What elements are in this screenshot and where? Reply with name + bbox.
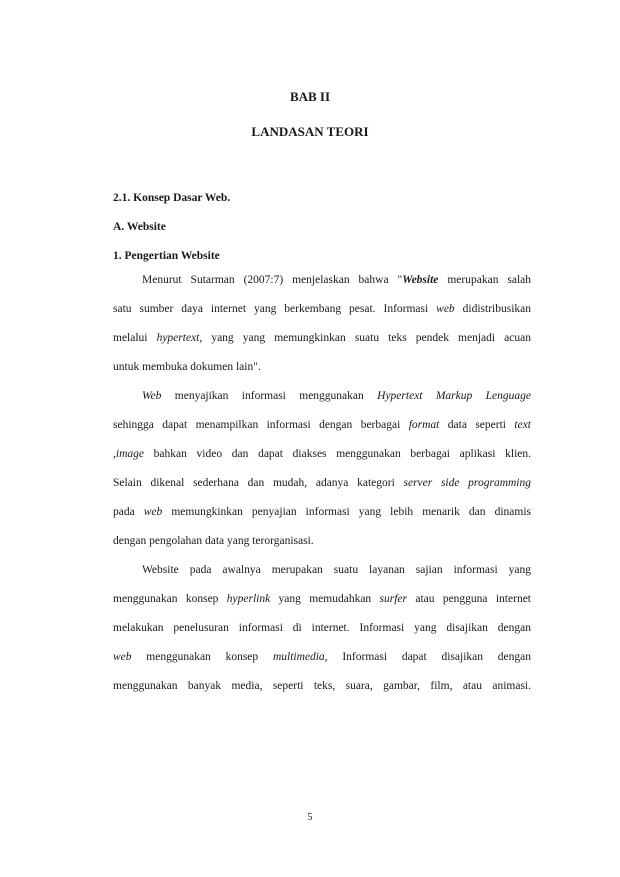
text-run: untuk membuka dokumen lain". [113, 361, 261, 373]
text-run: sehingga dapat menampilkan informasi dengan berbagai [113, 419, 409, 431]
text-run: Menurut Sutarman (2007:7) menjelaskan bahwa " [142, 274, 403, 286]
emphasis-text: Website [402, 274, 439, 286]
paragraph-line [113, 592, 531, 607]
emphasis-text: server side programming [403, 477, 531, 489]
emphasis-text: multimedia, [272, 651, 328, 663]
emphasis-text: hypertext, [156, 332, 203, 344]
paragraph-line [113, 534, 531, 549]
paragraph-line [113, 418, 531, 433]
paragraph-line [142, 563, 531, 578]
text-run: satu sumber daya internet yang berkembang pesat. Informasi [113, 303, 437, 315]
text-run: data seperti [439, 419, 515, 431]
chapter-title: LANDASAN TEORI [251, 124, 369, 139]
text-run: merupakan salah [438, 274, 532, 286]
subsubsection-heading: 1. Pengertian Website [113, 250, 220, 262]
text-run: atau pengguna internet [407, 593, 531, 605]
text-run: yang memudahkan [270, 593, 380, 605]
text-run: menggunakan konsep [131, 651, 273, 663]
text-run: didistribusikan [454, 303, 531, 315]
emphasis-text: Web [142, 390, 162, 402]
paragraph-line [113, 650, 531, 665]
emphasis-text: format [408, 419, 440, 431]
paragraph-line [142, 389, 531, 404]
emphasis-text: web [143, 506, 163, 518]
text-run: bahkan video dan dapat diakses menggunakan berbagai aplikasi klien. [143, 448, 531, 460]
text-run: memungkinkan penyajian informasi yang lebih menarik dan dinamis [162, 506, 531, 518]
emphasis-text: ,image [113, 448, 144, 460]
paragraph-line [113, 331, 531, 346]
text-run: menggunakan konsep [113, 593, 227, 605]
subsection-heading: A. Website [113, 221, 166, 233]
paragraph-line [113, 505, 531, 520]
paragraph-line [113, 476, 531, 491]
text-run: yang yang memungkinkan suatu teks pendek menjadi acuan [202, 332, 531, 344]
paragraph-line [113, 447, 531, 462]
text-run: melakukan penelusuran informasi di internet. Informasi yang disajikan dengan [113, 622, 531, 634]
text-run: menyajikan informasi menggunakan [161, 390, 378, 402]
text-run: Informasi dapat disajikan dengan [327, 651, 531, 663]
text-run: melalui [113, 332, 157, 344]
emphasis-text: Hypertext Markup Lenguage [377, 390, 531, 402]
text-run: Website pada awalnya merupakan suatu layanan sajian informasi yang [142, 564, 531, 576]
emphasis-text: text [514, 419, 531, 431]
emphasis-text: surfer [379, 593, 407, 605]
paragraph-line [113, 302, 531, 317]
paragraph-line [142, 273, 531, 288]
emphasis-text: web [113, 651, 132, 663]
text-run: pada [113, 506, 144, 518]
paragraph-line [113, 360, 531, 375]
section-heading: 2.1. Konsep Dasar Web. [113, 192, 231, 204]
paragraph-line [113, 679, 531, 694]
emphasis-text: hyperlink [226, 593, 271, 605]
page-number: 5 [307, 812, 313, 823]
text-run: dengan pengolahan data yang terorganisasi. [113, 535, 314, 547]
text-run: menggunakan banyak media, seperti teks, suara, gambar, film, atau animasi. [113, 680, 531, 692]
emphasis-text: web [436, 303, 455, 315]
chapter-label: BAB II [289, 89, 331, 104]
paragraph-line [113, 621, 531, 636]
text-run: Selain dikenal sederhana dan mudah, adanya kategori [113, 477, 404, 489]
